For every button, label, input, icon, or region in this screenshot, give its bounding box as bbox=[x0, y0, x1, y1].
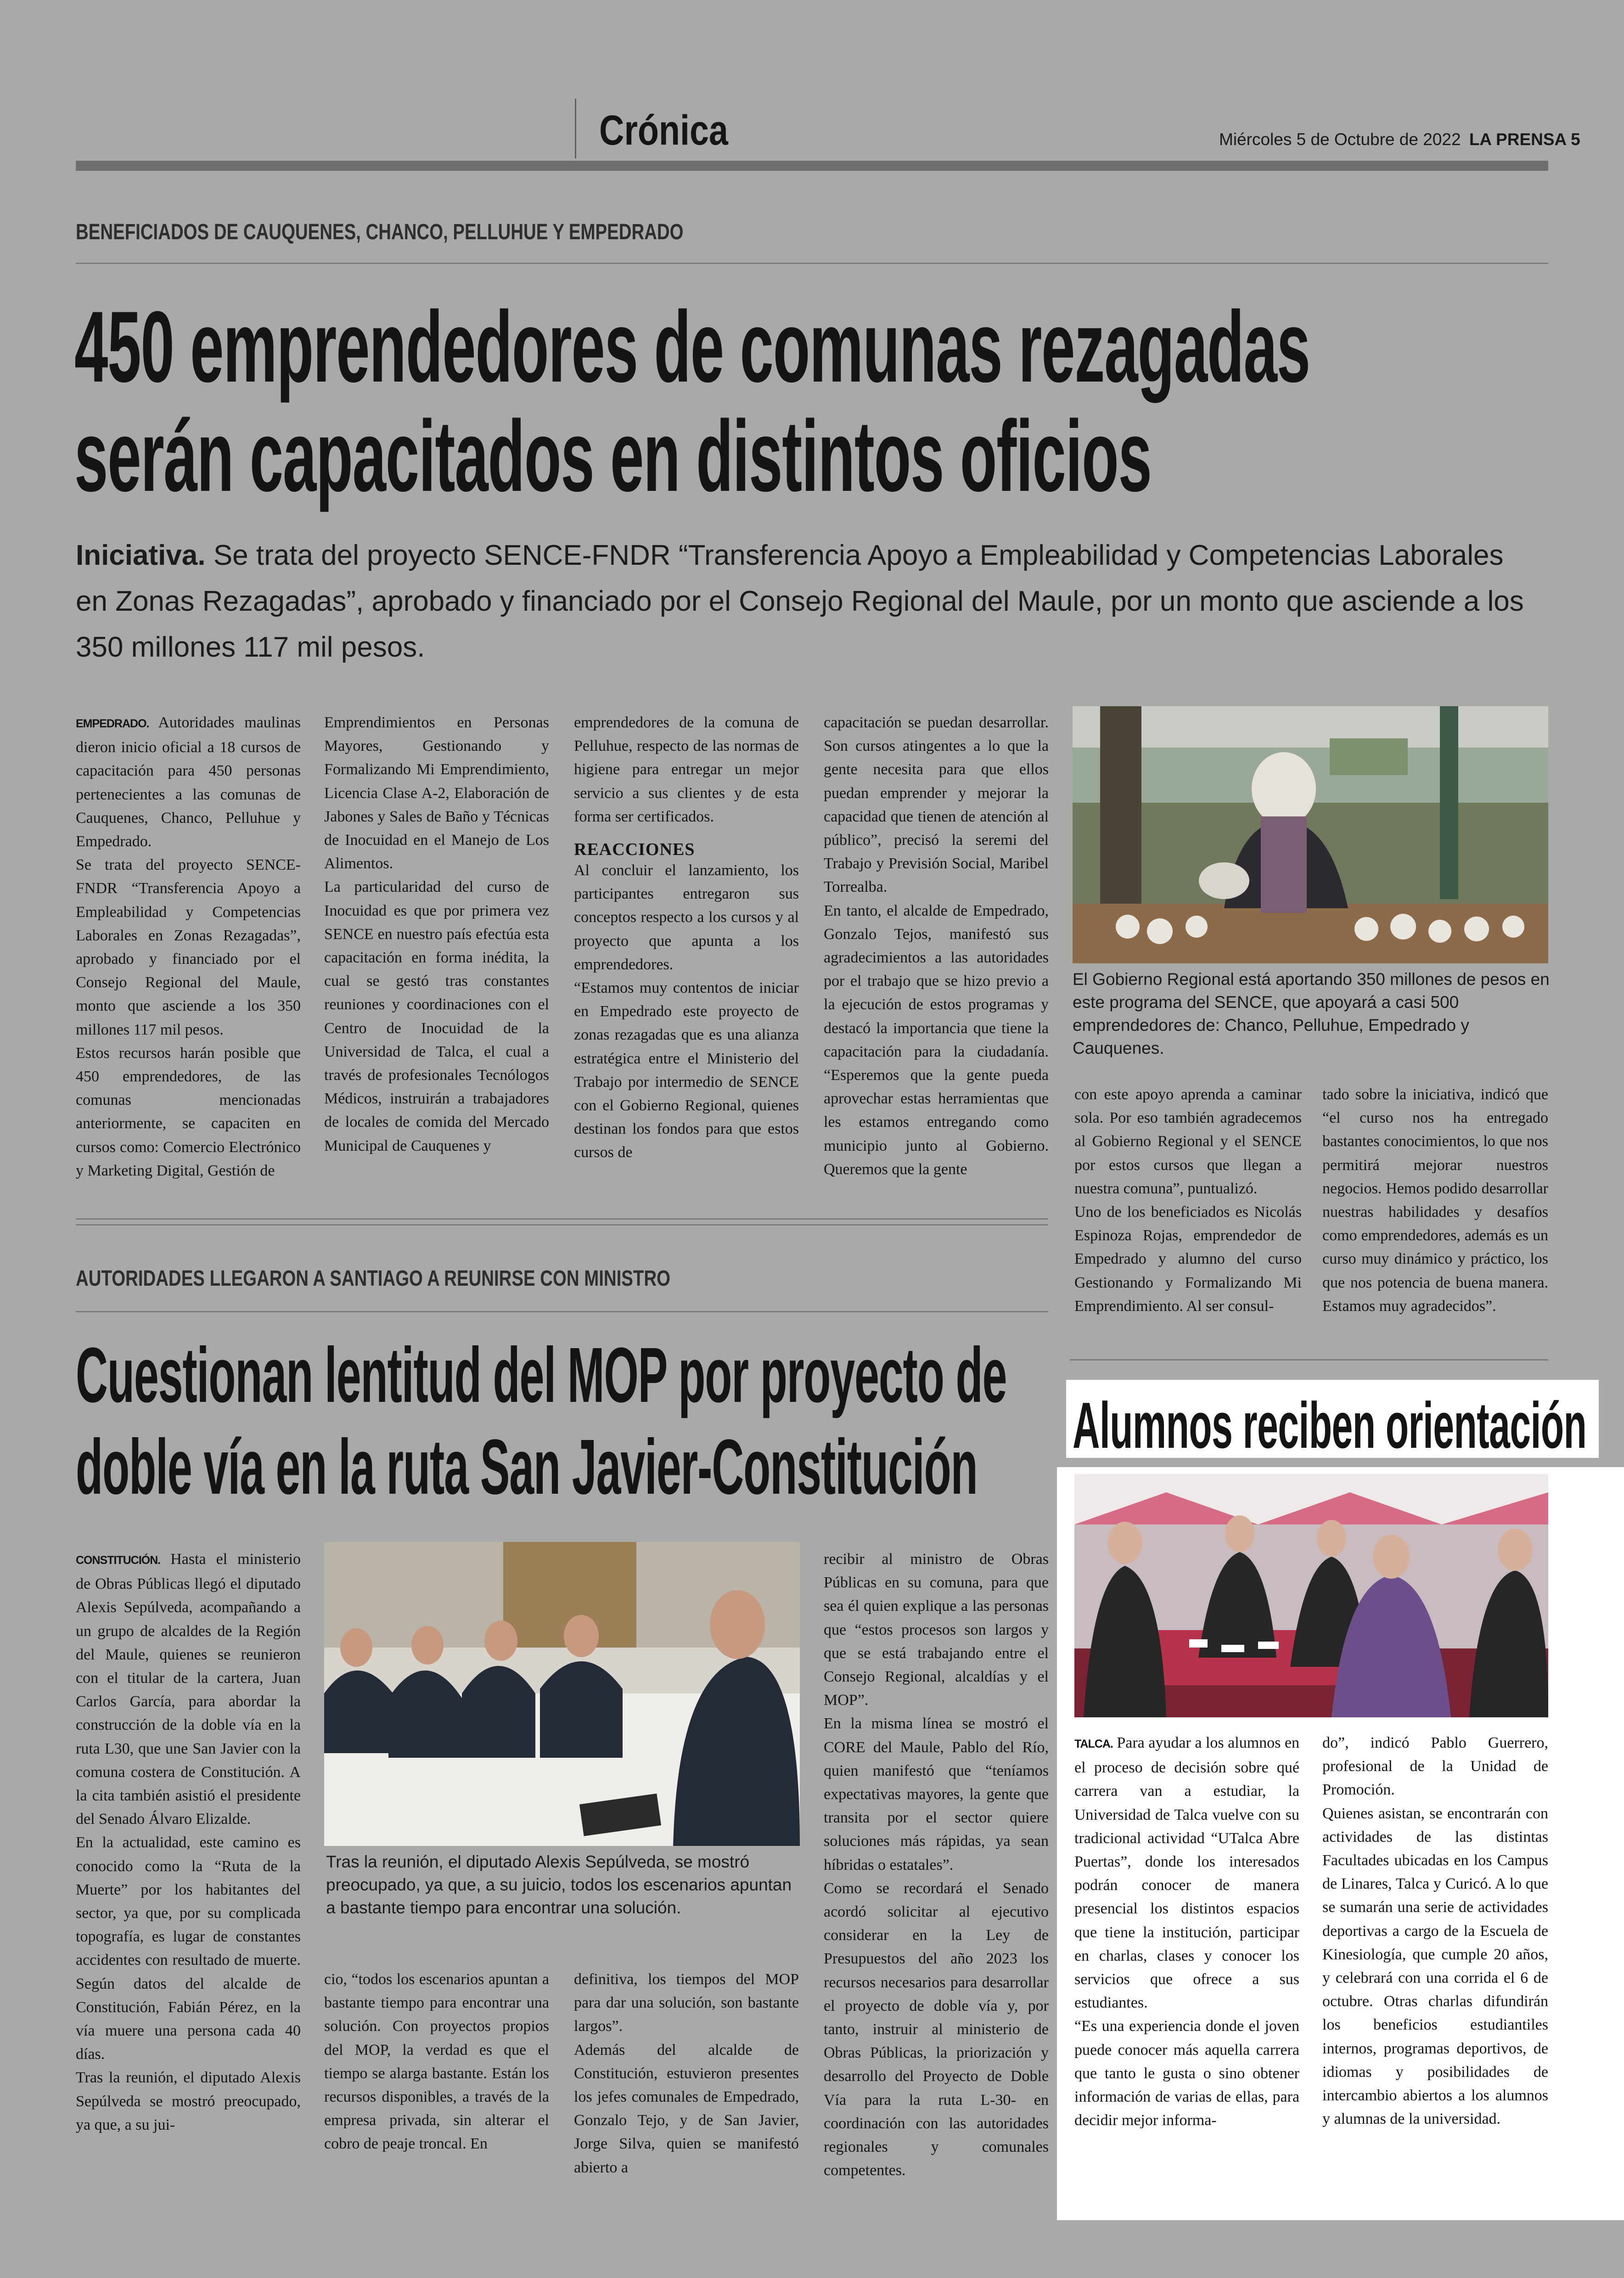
article2-col1-p1: Hasta el ministerio de Obras Públicas llegó el diputado Alexis Sepúlveda, acompañando a un grupo de alcaldes de la Región del Maule, quienes se reunieron con el titular de la cartera, Juan Carlos García, para abordar la construcción de la doble vía en la ruta L30, que une San Javier con la comuna costera de Constitución. A la cita también asistió el presidente del Senado Álvaro Elizalde. bbox=[76, 1551, 301, 1828]
article3-photo bbox=[1074, 1474, 1548, 1717]
article1-col3-p1: emprendedores de la comuna de Pelluhue, respecto de las normas de higiene para entregar un mejor servicio a sus clientes y de esta forma ser certificados. bbox=[574, 714, 799, 825]
article2-col4-p3: Como se recordará el Senado acordó solicitar al ejecutivo considerar en la Ley de Presupuestos del año 2023 los recursos necesarios para desarrollar el proyecto de doble vía y, por tanto, instruir al ministerio de Obras Públicas, la priorización y desarrollo del Proyecto de Doble Vía para la ruta L-30- en coordinación con las autoridades regionales y comunales competentes. bbox=[824, 1879, 1049, 2179]
article3-col2 bbox=[1322, 1731, 1548, 2131]
article2-col3-p1: definitiva, los tiempos del MOP para dar una solución, son bastante largos”. bbox=[574, 1971, 799, 2035]
masthead-date bbox=[1219, 130, 1580, 149]
article2-col4-p2: En la misma línea se mostró el CORE del Maule, Pablo del Río, quien manifestó que “teníamos expectativas mayores, la gente que transita por el sector quiere soluciones más rápidas, ya sean híbridas o estatales”. bbox=[824, 1715, 1049, 1873]
article2-col1 bbox=[76, 1547, 301, 2137]
article2-dateline: CONSTITUCIÓN. bbox=[76, 1554, 161, 1567]
article3-col1 bbox=[1074, 1731, 1299, 2132]
article1-deck bbox=[76, 533, 1536, 670]
article1-col2-p2: La particularidad del curso de Inocuidad es que por primera vez SENCE en nuestro país efectúa esta capacitación en forma inédita, la cual se gestó tras constantes reuniones y coordinaciones con el Centro de Inocuidad de la Universidad de Talca, el cual a través de profesionales Tecnólogos Médicos, instruirán a trabajadores de locales de comida del Mercado Municipal de Cauquenes y bbox=[324, 878, 549, 1154]
article1-col4-p2: En tanto, el alcalde de Empedrado, Gonzalo Tejos, manifestó sus agradecimientos a las autoridades por el trabajo que se hizo previo a la ejecución de estos programas y destacó la importancia que tiene la capacitación para la ciudadanía. “Esperemos que la gente pueda aprovechar estas herramientas que les estamos entregando como municipio junto al Gobierno. Queremos que la gente bbox=[824, 902, 1049, 1178]
article1-subheading: REACCIONES bbox=[574, 840, 695, 860]
article3-headline: Alumnos reciben orientación bbox=[1073, 1389, 1587, 1462]
masthead-divider bbox=[575, 99, 576, 158]
section-title: Crónica bbox=[599, 107, 728, 154]
article2-kicker-rule bbox=[76, 1311, 1048, 1312]
article2-col1-p3: Tras la reunión, el diputado Alexis Sepúlveda se mostró preocupado, ya que, a su jui- bbox=[76, 2069, 301, 2133]
article1-col2 bbox=[324, 711, 549, 1158]
article1-col5-p2: Uno de los beneficiados es Nicolás Espinoza Rojas, emprendedor de Empedrado y alumno del curso Gestionando y Formalizando Mi Emprendimiento. Al ser consul- bbox=[1074, 1204, 1302, 1315]
article1-col5-p1: con este apoyo aprenda a caminar sola. Por eso también agradecemos al Gobierno Regional y el SENCE por estos cursos que llegan a nuestra comuna”, puntualizó. bbox=[1074, 1086, 1302, 1197]
article2-col3-p2: Además del alcalde de Constitución, estuvieron presentes los jefes comunales de Empedrado, Gonzalo Tejo, y de San Javier, Jorge Silva, quien se manifestó abierto a bbox=[574, 2041, 799, 2176]
article1-end-rule bbox=[1070, 1359, 1548, 1361]
article3-col2-p1: do”, indicó Pablo Guerrero, profesional de la Unidad de Promoción. bbox=[1322, 1734, 1548, 1799]
article1-col6-p1: tado sobre la iniciativa, indicó que “el curso nos ha entregado bastantes conocimientos, lo que nos permitirá mejorar nuestros negocios. Hemos podido desarrollar nuestras habilidades y desafíos como emprendedores, además es un curso muy dinámico y práctico, los que nos potencia de buena manera. Estamos muy agradecidos”. bbox=[1322, 1086, 1548, 1315]
article1-headline-line1: 450 emprendedores de comunas rezagadas bbox=[74, 290, 1310, 403]
article1-col2-p1: Emprendimientos en Personas Mayores, Gestionando y Formalizando Mi Emprendimiento, Licencia Clase A-2, Elaboración de Jabones y Sales de Baño y Técnicas de Inocuidad en el Manejo de Los Alimentos. bbox=[324, 714, 549, 872]
article1-col1-p1: Autoridades maulinas dieron inicio oficial a 18 cursos de capacitación para 450 personas pertenecientes a las comunas de Cauquenes, Chanco, Pelluhue y Empedrado. bbox=[76, 714, 301, 850]
article2-col4-p1: recibir al ministro de Obras Públicas en su comuna, para que sea él quien explique a las personas que “estos procesos son largos y que se está trabajando entre el Consejo Regional, alcaldías y el MOP”. bbox=[824, 1551, 1049, 1709]
article2-headline-line2: doble vía en la ruta San Javier-Constitución bbox=[76, 1423, 978, 1511]
article1-col1-p2: Se trata del proyecto SENCE-FNDR “Transferencia Apoyo a Empleabilidad y Competencias Laborales en Zonas Rezagadas”, aprobado y financiado por el Consejo Regional del Maule, monto que asciende a los 350 millones 117 mil pesos. bbox=[76, 856, 301, 1038]
article1-kicker: BENEFICIADOS DE CAUQUENES, CHANCO, PELLUHUE Y EMPEDRADO bbox=[76, 220, 684, 244]
paper-name: LA PRENSA 5 bbox=[1469, 130, 1580, 149]
article1-photo bbox=[1073, 706, 1548, 963]
article1-col1-p3: Estos recursos harán posible que 450 emprendedores, de las comunas mencionadas anteriormente, se capaciten en cursos como: Comercio Electrónico y Marketing Digital, Gestión de bbox=[76, 1044, 301, 1179]
article1-col1 bbox=[76, 711, 301, 1182]
article1-col5 bbox=[1074, 1083, 1302, 1318]
article3-col1-p2: “Es una experiencia donde el joven puede conocer más aquella carrera que tanto le gusta o sino obtener información de varias de ellas, para decidir mejor informa- bbox=[1074, 2018, 1299, 2129]
article2-col2 bbox=[324, 1968, 549, 2156]
article2-top-rule-1 bbox=[76, 1218, 1048, 1220]
article2-kicker: AUTORIDADES LLEGARON A SANTIAGO A REUNIRSE CON MINISTRO bbox=[76, 1266, 670, 1291]
article2-top-rule-2 bbox=[76, 1224, 1048, 1226]
article2-col2-p1: cio, “todos los escenarios apuntan a bastante tiempo para encontrar una solución. Con proyectos propios del MOP, la verdad es que el tiempo se alarga bastante. Están los recursos disponibles, a través de la empresa privada, sin alterar el cobro de peaje troncal. En bbox=[324, 1971, 549, 2153]
masthead-rule bbox=[76, 161, 1548, 171]
deck-text: Se trata del proyecto SENCE-FNDR “Transferencia Apoyo a Empleabilidad y Competencias Laborales en Zonas Rezagadas”, aprobado y financiado por el Consejo Regional del Maule, por un monto que asciende a los 350 millones 117 mil pesos. bbox=[76, 540, 1524, 663]
article1-photo-caption: El Gobierno Regional está aportando 350 millones de pesos en este programa del SENCE, que apoyará a casi 500 emprendedores de: Chanco, Pelluhue, Empedrado y Cauquenes. bbox=[1073, 970, 1550, 1057]
article1-col3 bbox=[574, 711, 799, 1164]
article1-col4 bbox=[824, 711, 1049, 1181]
article1-col3-p2: Al concluir el lanzamiento, los participantes entregaron sus conceptos respecto a los cursos y al proyecto que apunta a los emprendedores. bbox=[574, 862, 799, 973]
article2-col3 bbox=[574, 1968, 799, 2179]
article1-headline-line2: serán capacitados en distintos oficios bbox=[74, 399, 1152, 512]
article1-dateline: EMPEDRADO. bbox=[76, 717, 149, 730]
deck-label: Iniciativa. bbox=[76, 540, 206, 571]
article3-col1-p1: Para ayudar a los alumnos en el proceso de decisión sobre qué carrera van a estudiar, la Universidad de Talca vuelve con su tradicional actividad “UTalca Abre Puertas”, donde los interesados podrán conocer de manera presencial los distintos espacios que tiene la institución, participar en charlas, clases y conocer los servicios que ofrece a sus estudiantes. bbox=[1074, 1734, 1300, 2012]
article1-col4-p1: capacitación se puedan desarrollar. Son cursos atingentes a lo que la gente necesita para que ellos puedan emprender y mejorar la capacidad que tienen de atención al público”, precisó la seremi del Trabajo y Previsión Social, Maribel Torrealba. bbox=[824, 714, 1049, 896]
article2-headline-line1: Cuestionan lentitud del MOP por proyecto de bbox=[76, 1332, 1007, 1419]
article2-photo bbox=[324, 1542, 800, 1846]
article1-col3-p3: “Estamos muy contentos de iniciar en Empedrado este proyecto de zonas rezagadas que es una alianza estratégica entre el Ministerio del Trabajo por intermedio de SENCE con el Gobierno Regional, quienes destinan los fondos para que estos cursos de bbox=[574, 979, 799, 1161]
article2-photo-caption: Tras la reunión, el diputado Alexis Sepúlveda, se mostró preocupado, ya que, a su juicio, todos los escenarios apuntan a bastante tiempo para encontrar una solución. bbox=[326, 1852, 792, 1917]
article3-col2-p2: Quienes asistan, se encontrarán con actividades de las distintas Facultades ubicadas en los Campus de Linares, Talca y Curicó. A lo que se sumarán una serie de actividades deportivas a cargo de la Escuela de Kinesiología, que cumple 20 años, y celebrará con una corrida el 6 de octubre. Otras charlas difundirán los beneficios estudiantiles internos, programas deportivos, de idiomas y posibilidades de intercambio abiertos a los alumnos y alumnas de la universidad. bbox=[1322, 1805, 1548, 2128]
article2-col4 bbox=[824, 1547, 1049, 2182]
article3-dateline: TALCA. bbox=[1074, 1738, 1113, 1750]
article1-col6 bbox=[1322, 1083, 1548, 1318]
article1-kicker-rule bbox=[76, 263, 1548, 264]
article2-col1-p2: En la actualidad, este camino es conocido como la “Ruta de la Muerte” por los habitantes del sector, ya que, por su complicada topografía, es lugar de constantes accidentes con resultado de muerte. Según datos del alcalde de Constitución, Fabián Pérez, en la vía muere una persona cada 40 días. bbox=[76, 1834, 301, 2063]
issue-date: Miércoles 5 de Octubre de 2022 bbox=[1219, 130, 1461, 149]
